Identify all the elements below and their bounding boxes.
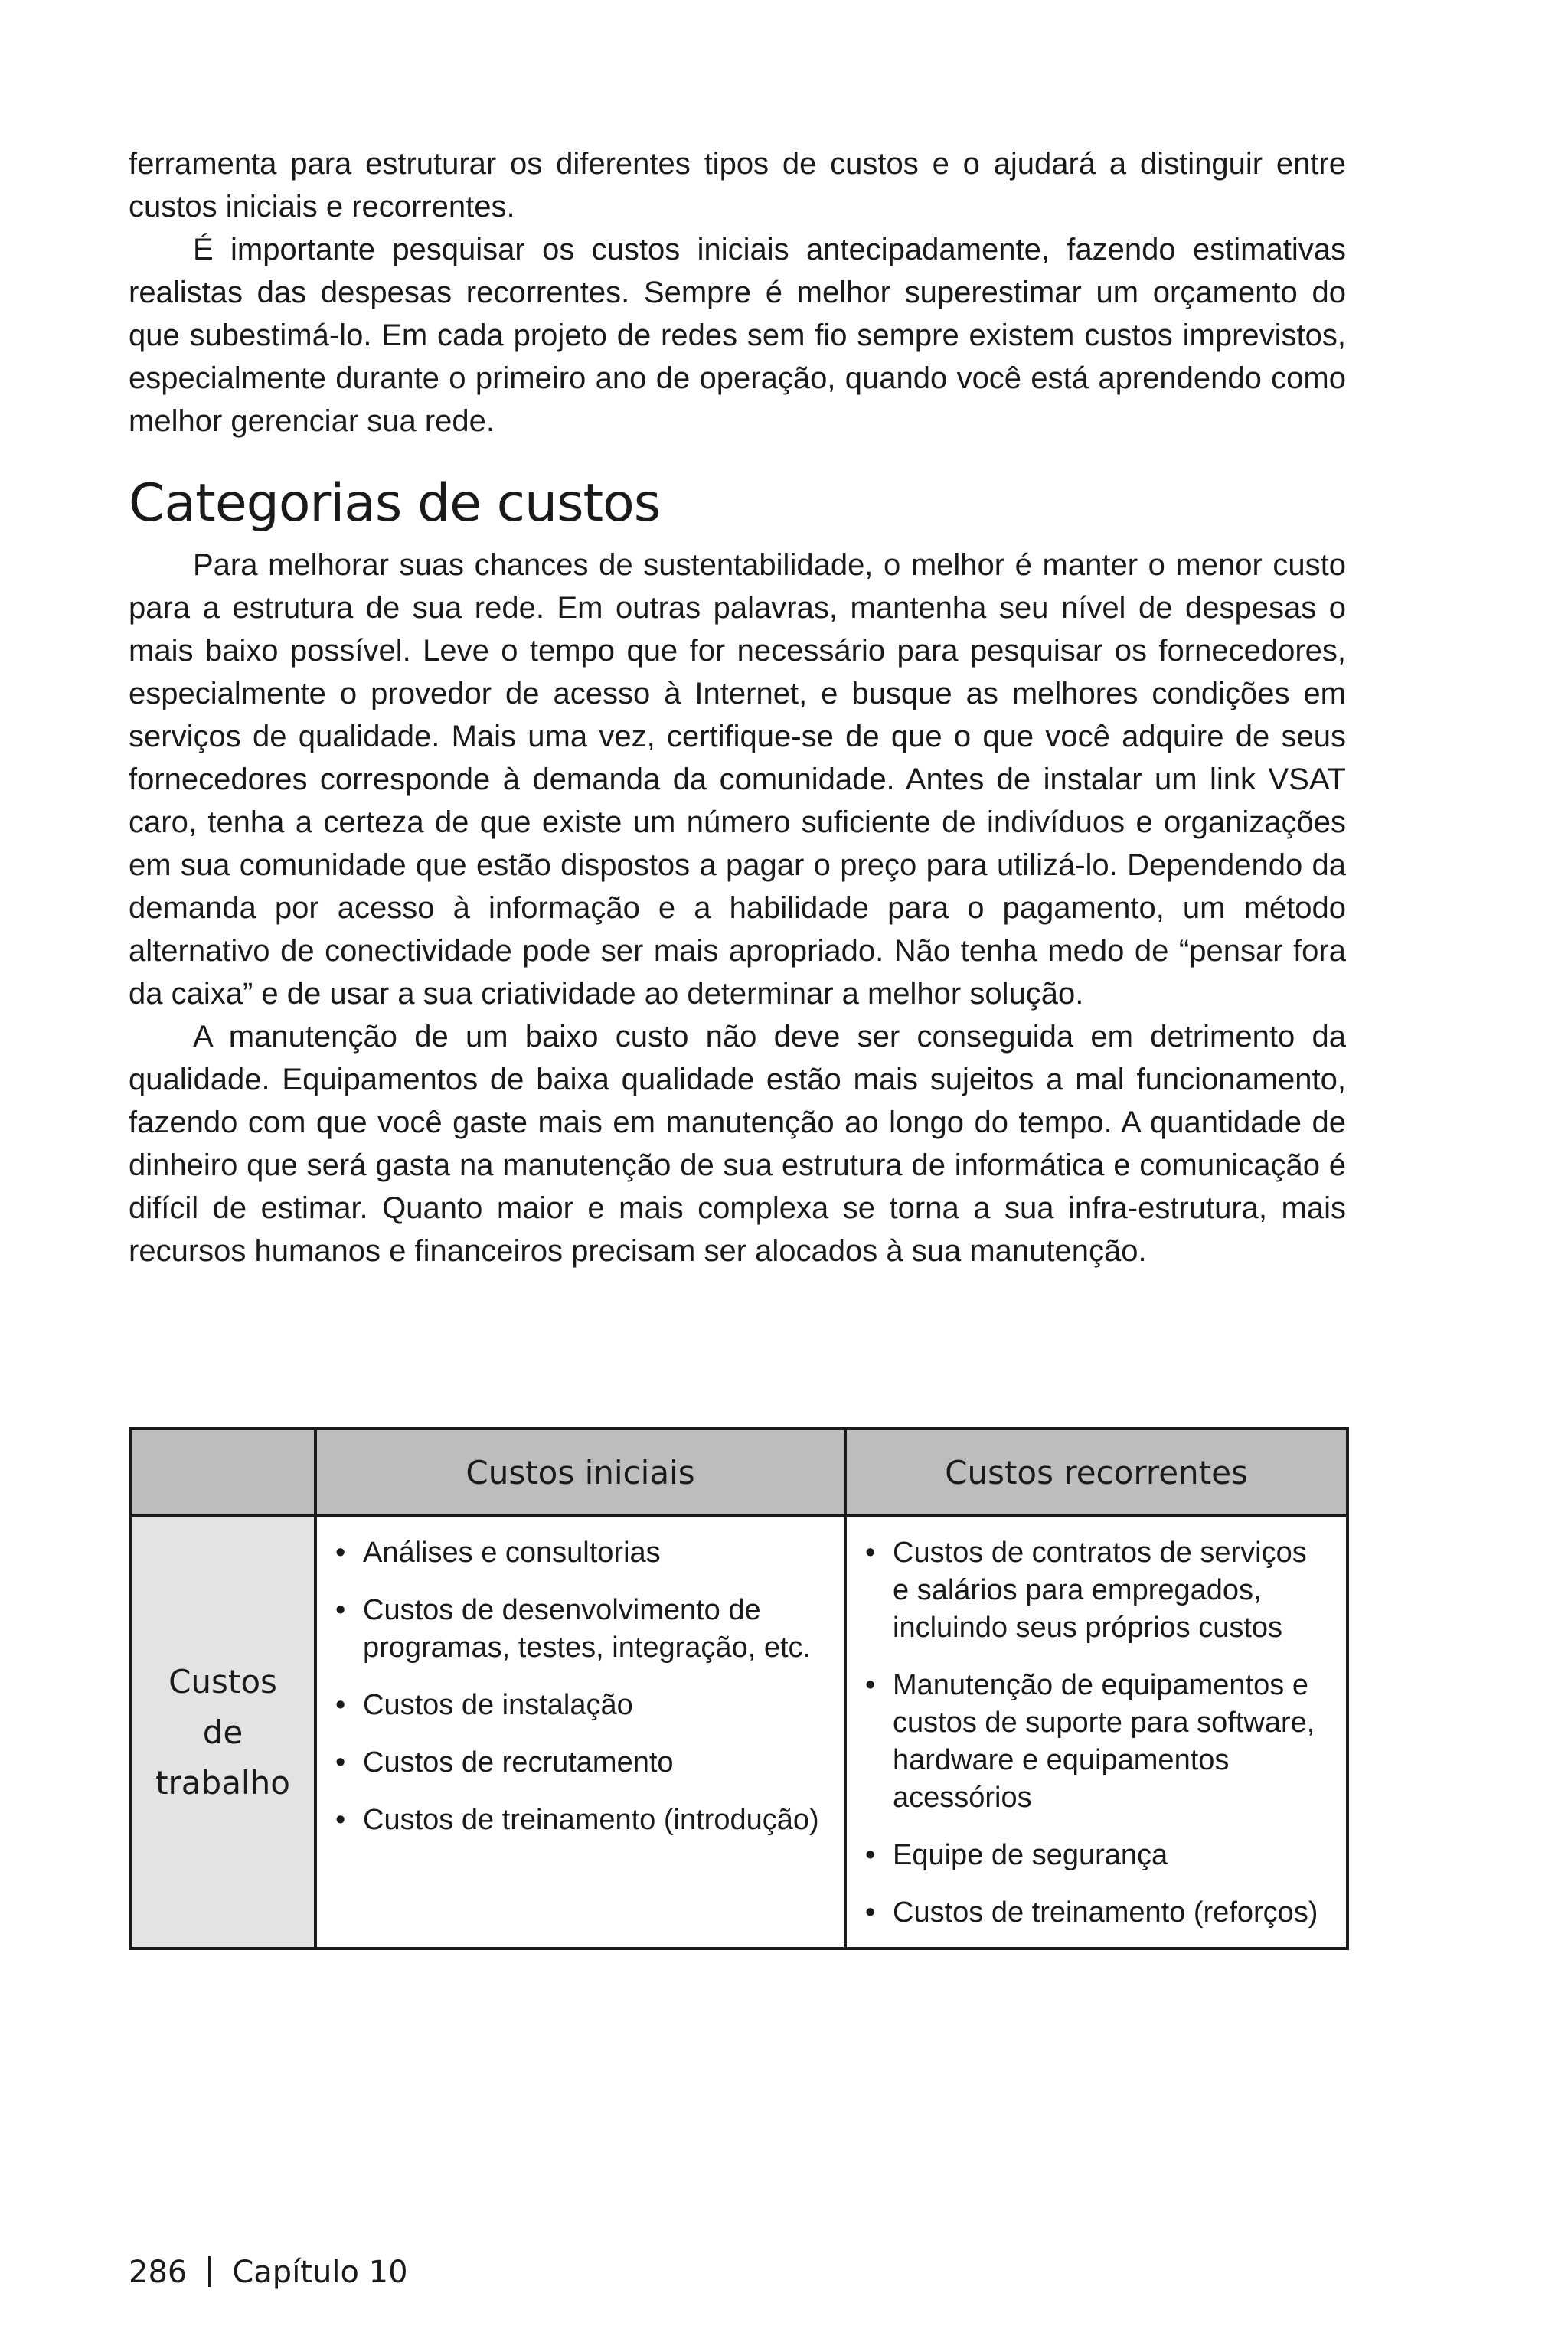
page-number: 286 (129, 2255, 188, 2290)
recurring-costs-cell (845, 1516, 1348, 1949)
list-item (332, 1592, 828, 1667)
row-label-line: Custos (168, 1662, 277, 1700)
bullet-icon: • (335, 1689, 346, 1721)
bullet-icon: • (335, 1594, 346, 1626)
footer-divider (208, 2256, 211, 2287)
chapter-label: Capítulo 10 (232, 2255, 408, 2290)
bullet-icon: • (865, 1839, 876, 1871)
page-footer (129, 2251, 408, 2294)
list-item (332, 1534, 828, 1572)
list-item-text: Custos de contratos de serviços e salários para empregados, incluindo seus próprios custos (893, 1537, 1307, 1644)
list-item (862, 1837, 1331, 1874)
paragraph-initial-costs: É importante pesquisar os custos iniciais antecipadamente, fazendo estimativas realistas das despesas recorrentes. Sempre é melhor superestimar um orçamento do que subestimá-lo. Em cada projeto de redes sem fio sempre existem custos imprevistos, especialmente durante o primeiro ano de operação, quando você está aprendendo como melhor gerenciar sua rede. (129, 233, 1346, 438)
table-row (130, 1516, 1348, 1949)
header-recurring-costs: Custos recorrentes (845, 1429, 1348, 1516)
list-item-text: Análises e consultorias (363, 1537, 661, 1569)
list-item (862, 1534, 1331, 1647)
list-item (862, 1667, 1331, 1817)
list-item-text: Custos de desenvolvimento de programas, testes, integração, etc. (363, 1594, 812, 1664)
paragraph-sustainability: Para melhorar suas chances de sustentabilidade, o melhor é manter o menor custo para a estrutura de sua rede. Em outras palavras, mantenha seu nível de despesas o mais baixo possível. Leve o tempo que for necessário para pesquisar os fornecedores, especialmente o provedor de acesso à Internet, e busque as melhores condições em serviços de qualidade. Mais uma vez, certifique-se de que o que você adquire de seus fornecedores corresponde à demanda da comunidade. Antes de instalar um link VSAT caro, tenha a certeza de que existe um número suficiente de indivíduos e organizações em sua comunidade que estão dispostos a pagar o preço para utilizá-lo. Dependendo da demanda por acesso à informação e a habilidade para o pagamento, um método alternativo de conectividade pode ser mais apropriado. Não tenha medo de “pensar fora da caixa” e de usar a sua criatividade ao determinar a melhor solução. (129, 548, 1346, 1011)
section-title: Categorias de custos (129, 473, 661, 534)
initial-costs-cell (315, 1516, 845, 1949)
page-body (129, 142, 1346, 1272)
header-initial-costs: Custos iniciais (315, 1429, 845, 1516)
list-item (332, 1744, 828, 1782)
cost-table (129, 1427, 1349, 1950)
list-item-text: Custos de recrutamento (363, 1746, 674, 1779)
bullet-icon: • (865, 1669, 876, 1701)
row-label-labor-costs (130, 1516, 315, 1949)
list-item-text: Equipe de segurança (893, 1839, 1168, 1871)
paragraph-maintenance: A manutenção de um baixo custo não deve ser conseguida em detrimento da qualidade. Equipamentos de baixa qualidade estão mais sujeitos a mal funcionamento, fazendo com que você gaste mais em manutenção ao longo do tempo. A quantidade de dinheiro que será gasta na manutenção de sua estrutura de informática e comunicação é difícil de estimar. Quanto maior e mais complexa se torna a sua infra-estrutura, mais recursos humanos e financeiros precisam ser alocados à sua manutenção. (129, 1020, 1346, 1268)
row-label-line: trabalho (155, 1763, 290, 1802)
list-item-text: Custos de treinamento (reforços) (893, 1896, 1318, 1929)
initial-costs-list (332, 1534, 828, 1839)
list-item (332, 1687, 828, 1724)
list-item (332, 1802, 828, 1839)
bullet-icon: • (865, 1896, 876, 1929)
table-header-row (130, 1429, 1348, 1516)
bullet-icon: • (335, 1537, 346, 1569)
recurring-costs-list (862, 1534, 1331, 1932)
bullet-icon: • (335, 1746, 346, 1779)
list-item (862, 1894, 1331, 1932)
bullet-icon: • (335, 1804, 346, 1836)
list-item-text: Manutenção de equipamentos e custos de suporte para software, hardware e equipamentos acessórios (893, 1669, 1315, 1814)
header-empty-cell (130, 1429, 315, 1516)
list-item-text: Custos de instalação (363, 1689, 633, 1721)
row-label-line: de (202, 1713, 243, 1751)
paragraph-continued: ferramenta para estruturar os diferentes tipos de custos e o ajudará a distinguir entre custos iniciais e recorrentes. (129, 147, 1346, 224)
list-item-text: Custos de treinamento (introdução) (363, 1804, 819, 1836)
bullet-icon: • (865, 1537, 876, 1569)
